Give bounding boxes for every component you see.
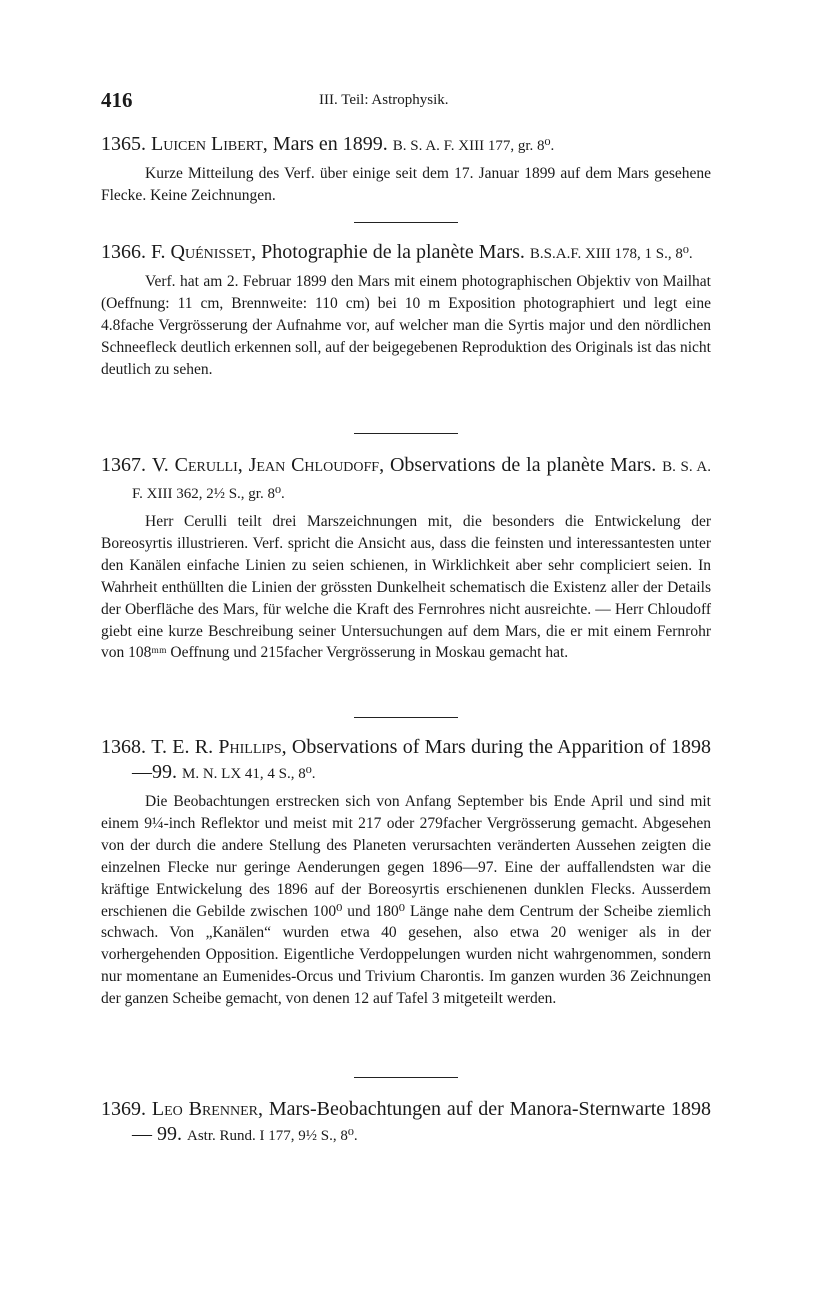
- entry-title: Observations of Mars during the Apparition of 1898—99.: [132, 736, 712, 783]
- entry-1366: [101, 240, 711, 381]
- entry-author: F. Quénisset,: [151, 241, 257, 263]
- entry-1368: [101, 735, 711, 1010]
- entry-citation: Astr. Rund. I 177, 9½ S., 8⁰.: [187, 1128, 358, 1144]
- separator-rule: [354, 433, 458, 434]
- entry-title: Photographie de la planète Mars.: [261, 241, 525, 263]
- entry-citation: B.S.A.F. XIII 178, 1 S., 8⁰.: [529, 246, 693, 262]
- entry-1367: [101, 453, 711, 664]
- entry-title: Observations de la planète Mars.: [389, 454, 657, 476]
- entry-text: Kurze Mitteilung des Verf. über einige seit dem 17. Januar 1899 auf dem Mars gesehene Flecke. Keine Zeichnungen.: [101, 165, 711, 204]
- running-title: III. Teil: Astrophysik.: [319, 92, 449, 108]
- entry-text: Herr Cerulli teilt drei Marszeichnungen mit, die besonders die Entwickelung der Boreosyrtis illustrieren. Verf. spricht die Ansicht aus, dass die feinsten und interessantesten unter den Kanälen einfache Linien zu seien schienen, in Wirklichkeit aber sehr compliciert seien. In Wahrheit enthüllten die Linien der grössten Dunkelheit schematisch die Existenz aller der Details der Oberfläche des Mars, für welche die Kraft des Fernrohres nicht ausreichte. — Herr Chloudoff giebt eine kurze Beschreibung seiner Untersuchungen auf dem Mars, die er mit einem Fernrohr von 108ᵐᵐ Oeffnung und 215facher Vergrösserung in Moskau gemacht hat.: [101, 513, 711, 662]
- entry-1369: [101, 1097, 711, 1149]
- entry-heading: [101, 132, 711, 159]
- entry-title: Mars en 1899.: [272, 133, 388, 155]
- separator-rule: [354, 222, 458, 223]
- entry-number: 1365.: [101, 133, 146, 155]
- entry-1365: [101, 132, 711, 207]
- page-number: 416: [101, 88, 133, 112]
- entry-heading: [101, 240, 711, 267]
- entry-title: Mars-Beobachtungen auf der Manora-Sternwarte 1898 — 99.: [132, 1098, 712, 1145]
- entry-author: V. Cerulli, Jean Chloudoff,: [151, 454, 385, 476]
- entry-number: 1368.: [101, 736, 146, 758]
- entry-author: Luicen Libert,: [151, 133, 268, 155]
- entry-heading: [101, 735, 711, 787]
- entry-citation: M. N. LX 41, 4 S., 8⁰.: [182, 766, 316, 782]
- entry-number: 1366.: [101, 241, 146, 263]
- entry-heading: [101, 453, 711, 507]
- entry-author: Leo Brenner,: [151, 1098, 263, 1120]
- separator-rule: [354, 1077, 458, 1078]
- separator-rule: [354, 717, 458, 718]
- page-header: [101, 88, 711, 114]
- entry-citation: B. S. A. F. XIII 362, 2½ S., gr. 8⁰.: [132, 459, 712, 502]
- entry-number: 1367.: [101, 454, 146, 476]
- entry-author: T. E. R. Phillips,: [151, 736, 287, 758]
- entry-citation: B. S. A. F. XIII 177, gr. 8⁰.: [392, 138, 555, 154]
- entry-text: Die Beobachtungen erstrecken sich von Anfang September bis Ende April und sind mit einem 9¼-inch Reflektor und meist mit 217 oder 279facher Vergrösserung gemacht. Abgesehen von der durch die andere Stellung des Planeten verursachten veränderten Aussehen zeigten die einzelnen Flecke nur geringe Aenderungen gegen 1896—97. Eine der auffallendsten war die kräftige Entwickelung des 1896 auf der Boreosyrtis erschienenen dunklen Flecks. Ausserdem erschienen die Gebilde zwischen 100⁰ und 180⁰ Länge nahe dem Centrum der Scheibe ziemlich schwach. Von „Kanälen“ wurden etwa 40 gesehen, also etwa 20 weniger als in der vorhergehenden Opposition. Eigentliche Verdoppelungen wurden nicht wahrgenommen, sondern nur momentane an Eumenides-Orcus und Trivium Charontis. Im ganzen wurden 36 Zeichnungen der ganzen Scheibe gemacht, von denen 12 auf Tafel 3 mitgeteilt werden.: [101, 793, 711, 1008]
- entry-text: Verf. hat am 2. Februar 1899 den Mars mit einem photographischen Objektiv von Mailhat (Oeffnung: 11 cm, Brennweite: 110 cm) bei 10 m Exposition photographiert und legt eine 4.8fache Vergrösserung der Aufnahme vor, auf welcher man die Syrtis major und den nördlichen Schneefleck deutlich erkennen soll, auf der beigegebenen Reproduktion des Originals ist das nicht deutlich zu sehen.: [101, 273, 711, 378]
- entry-heading: [101, 1097, 711, 1149]
- entry-number: 1369.: [101, 1098, 146, 1120]
